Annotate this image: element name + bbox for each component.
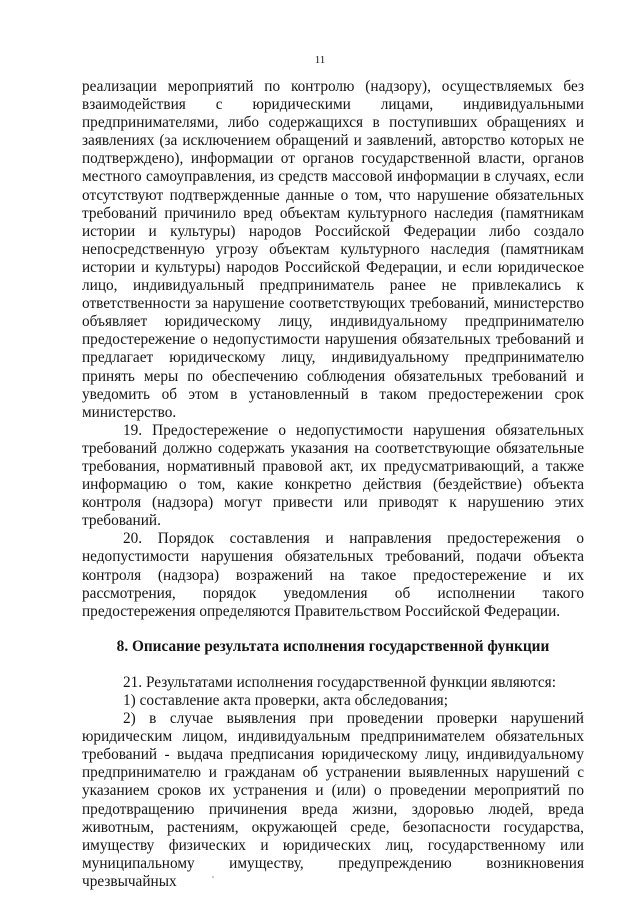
paragraph-19: 19. Предостережение о недопустимости нарушения обязательных требований должно содержать указания на соответствующие обязательные требования, нормативный правовой акт, их предусматривающий, а также информацию о том, какие конкретно действия (бездействие) объекта контроля (надзора) могут привести или приводят к нарушению этих требований. bbox=[82, 421, 584, 530]
section-heading-8: 8. Описание результата исполнения государственной функции bbox=[116, 637, 550, 655]
document-body bbox=[82, 78, 584, 891]
page-number: 11 bbox=[314, 54, 326, 66]
scan-speck bbox=[212, 876, 214, 878]
paragraph-continuation: реализации мероприятий по контролю (надзору), осуществляемых без взаимодействия с юридическими лицами, индивидуальными предпринимателями, либо содержащихся в поступивших обращениях и заявлениях (за исключением обращений и заявлений, авторство которых не подтверждено), информации от органов государственной власти, органов местного самоуправления, из средств массовой информации в случаях, если отсутствуют подтвержденные данные о том, что нарушение обязательных требований причинило вред объектам культурного наследия (памятникам истории и культуры) народов Российской Федерации либо создало непосредственную угрозу объектам культурного наследия (памятникам истории и культуры) народов Российской Федерации, и если юридическое лицо, индивидуальный предприниматель ранее не привлекались к ответственности за нарушение соответствующих требований, министерство объявляет юридическому лицу, индивидуальному предпринимателю предостережение о недопустимости нарушения обязательных требований и предлагает юридическому лицу, индивидуальному предпринимателю принять меры по обеспечению соблюдения обязательных требований и уведомить об этом в установленный в таком предостережении срок министерство. bbox=[82, 78, 584, 421]
paragraph-21: 21. Результатами исполнения государственной функции являются: bbox=[123, 673, 556, 691]
paragraph-21-item-2: 2) в случае выявления при проведении проверки нарушений юридическим лицом, индивидуальным предпринимателем обязательных требований - выдача предписания юридическому лицу, индивидуальному предпринимателю и гражданам об устранении выявленных нарушений с указанием сроков их устранения и (или) о проведении мероприятий по предотвращению причинения вреда жизни, здоровью людей, вреда животным, растениям, окружающей среде, безопасности государства, имуществу физических и юридических лиц, государственному или муниципальному имуществу, предупреждению возникновения чрезвычайных bbox=[82, 710, 584, 890]
paragraph-21-item-1: 1) составление акта проверки, акта обследования; bbox=[123, 692, 448, 709]
paragraph-20: 20. Порядок составления и направления предостережения о недопустимости нарушения обязательных требований, подачи объекта контроля (надзора) возражений на такое предостережение и их рассмотрения, порядок уведомления об исполнении такого предостережения определяются Правительством Российской Федерации. bbox=[82, 530, 584, 620]
